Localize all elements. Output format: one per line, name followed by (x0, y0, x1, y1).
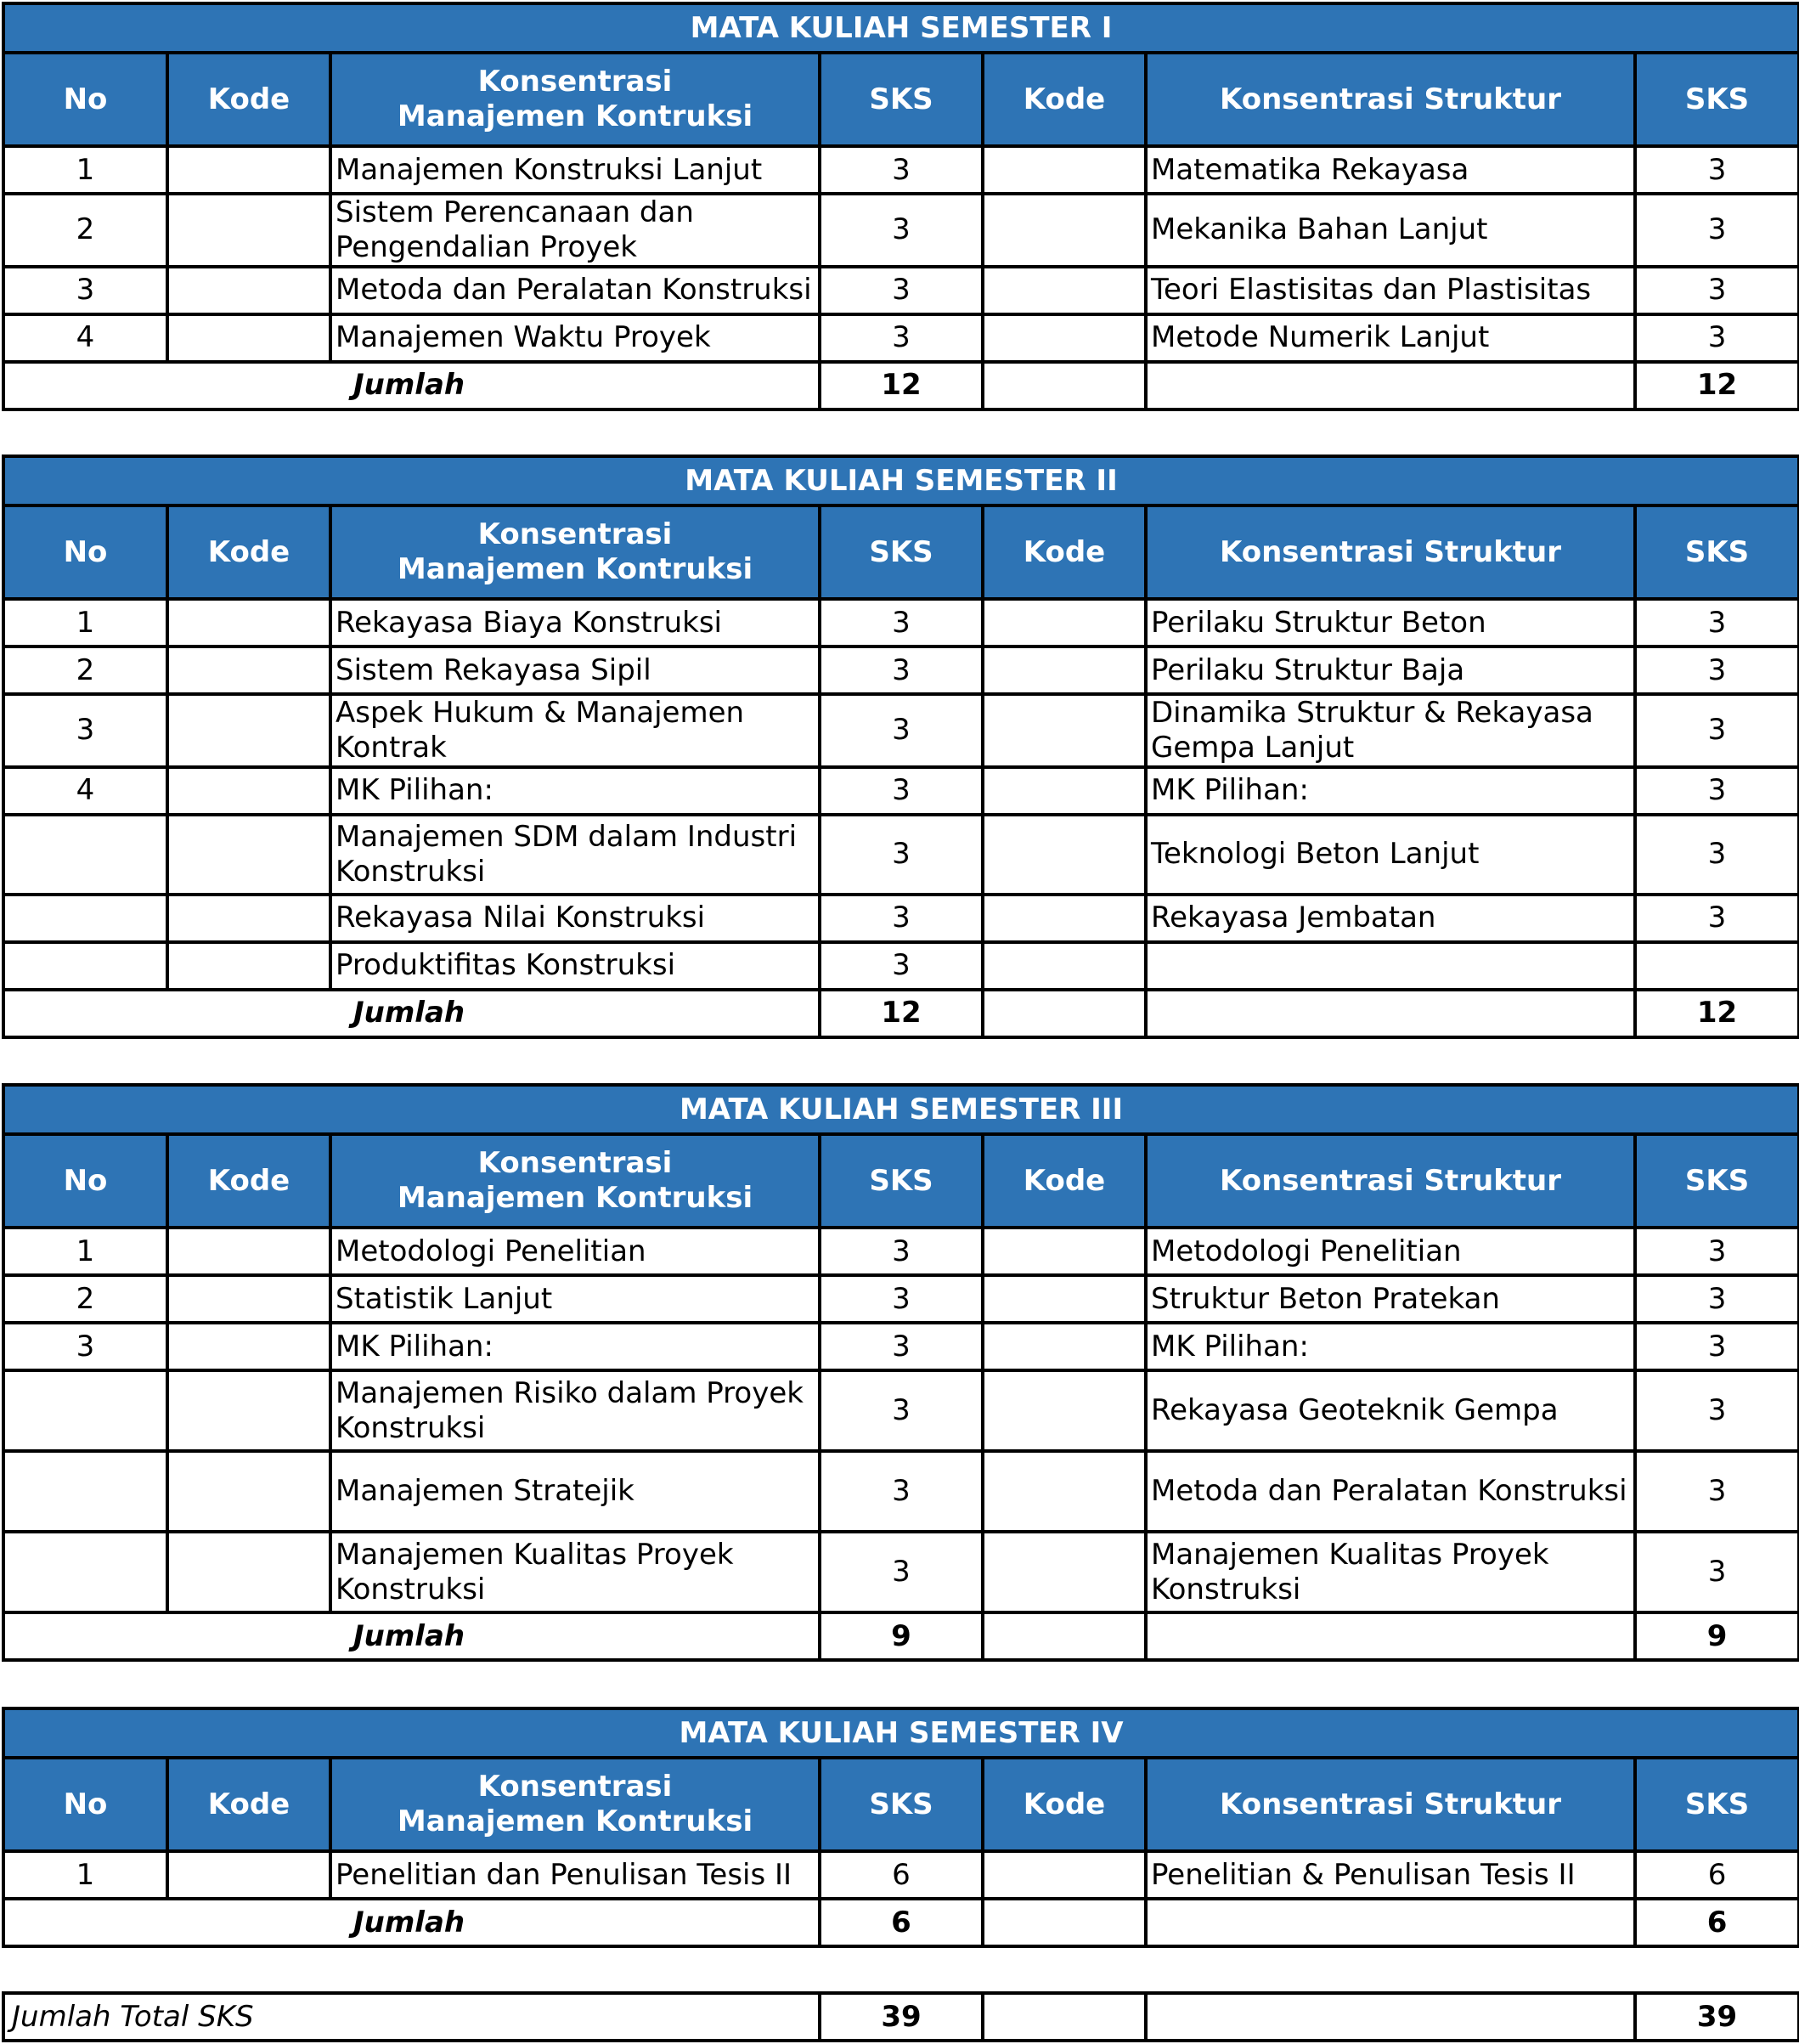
jumlah-label: Jumlah (3, 1899, 820, 1946)
row-st-sks: 3 (1635, 194, 1799, 267)
row-kode (167, 599, 330, 647)
col-kode-header: Kode (167, 1134, 330, 1228)
col-sks-header: SKS (1635, 53, 1799, 146)
row-mk-sks: 3 (820, 267, 983, 314)
row-st-sks: 3 (1635, 314, 1799, 362)
row-kode (983, 1323, 1146, 1370)
row-kode (983, 599, 1146, 647)
jumlah-row (3, 362, 1799, 409)
row-mk-sks: 3 (820, 895, 983, 942)
row-mk-course: MK Pilihan: (330, 767, 820, 815)
empty-cell (983, 990, 1146, 1037)
row-mk-sks: 3 (820, 767, 983, 815)
row-st-sks: 3 (1635, 1275, 1799, 1323)
row-no (3, 895, 167, 942)
row-no: 1 (3, 599, 167, 647)
jumlah-row (3, 1899, 1799, 1946)
row-st-course: Dinamika Struktur & Rekayasa Gempa Lanjut (1146, 694, 1635, 767)
jumlah-st-sks: 9 (1635, 1612, 1799, 1660)
row-kode (983, 694, 1146, 767)
empty-cell (983, 362, 1146, 409)
row-no (3, 942, 167, 990)
row-st-course: MK Pilihan: (1146, 1323, 1635, 1370)
row-kode (983, 647, 1146, 694)
row-no: 3 (3, 694, 167, 767)
table-row (3, 599, 1799, 647)
empty-cell (1146, 1612, 1635, 1660)
table-row (3, 694, 1799, 767)
row-mk-course: Metodologi Penelitian (330, 1228, 820, 1275)
empty-cell (1146, 362, 1635, 409)
col-kode-header: Kode (167, 1758, 330, 1851)
row-no: 2 (3, 647, 167, 694)
row-kode (983, 1370, 1146, 1451)
row-kode (167, 267, 330, 314)
col-no-header: No (3, 1758, 167, 1851)
row-no: 3 (3, 1323, 167, 1370)
row-mk-course: Aspek Hukum & Manajemen Kontrak (330, 694, 820, 767)
col-manajemen-header: Konsentrasi Manajemen Kontruksi (330, 1758, 820, 1851)
row-st-sks: 3 (1635, 815, 1799, 895)
semester-title: MATA KULIAH SEMESTER II (3, 456, 1799, 505)
row-kode (167, 694, 330, 767)
grand-total-mk: 39 (820, 1993, 983, 2041)
col-struktur-header: Konsentrasi Struktur (1146, 53, 1635, 146)
col-manajemen-header: Konsentrasi Manajemen Kontruksi (330, 1134, 820, 1228)
grand-total-row (3, 1993, 1799, 2041)
row-kode (983, 1451, 1146, 1532)
row-kode (167, 194, 330, 267)
row-no: 2 (3, 1275, 167, 1323)
jumlah-row (3, 1612, 1799, 1660)
row-kode (983, 314, 1146, 362)
row-st-course: Perilaku Struktur Baja (1146, 647, 1635, 694)
row-kode (167, 1228, 330, 1275)
row-mk-sks: 3 (820, 194, 983, 267)
col-kode-header: Kode (983, 1134, 1146, 1228)
table-row (3, 1532, 1799, 1612)
row-kode (167, 647, 330, 694)
table-row (3, 815, 1799, 895)
row-kode (983, 146, 1146, 194)
table-row (3, 1228, 1799, 1275)
row-kode (983, 194, 1146, 267)
empty-cell (983, 1899, 1146, 1946)
row-mk-course: Penelitian dan Penulisan Tesis II (330, 1851, 820, 1899)
row-st-course: Teori Elastisitas dan Plastisitas (1146, 267, 1635, 314)
row-kode (167, 767, 330, 815)
row-mk-sks: 3 (820, 815, 983, 895)
row-kode (983, 942, 1146, 990)
row-mk-course: Sistem Rekayasa Sipil (330, 647, 820, 694)
row-kode (167, 146, 330, 194)
jumlah-st-sks: 6 (1635, 1899, 1799, 1946)
row-kode (167, 1370, 330, 1451)
row-st-sks: 3 (1635, 895, 1799, 942)
row-st-course: Teknologi Beton Lanjut (1146, 815, 1635, 895)
table-row (3, 314, 1799, 362)
row-st-course: Matematika Rekayasa (1146, 146, 1635, 194)
empty-cell (1146, 1993, 1635, 2041)
col-struktur-header: Konsentrasi Struktur (1146, 1758, 1635, 1851)
empty-cell (983, 1612, 1146, 1660)
col-no-header: No (3, 53, 167, 146)
grand-total-st: 39 (1635, 1993, 1799, 2041)
row-st-sks: 3 (1635, 767, 1799, 815)
row-mk-sks: 3 (820, 1275, 983, 1323)
row-st-sks: 3 (1635, 1451, 1799, 1532)
empty-cell (1146, 1899, 1635, 1946)
row-mk-sks: 6 (820, 1851, 983, 1899)
row-mk-sks: 3 (820, 1370, 983, 1451)
row-st-sks: 3 (1635, 694, 1799, 767)
row-st-sks: 3 (1635, 1370, 1799, 1451)
col-kode-header: Kode (983, 53, 1146, 146)
row-st-sks: 3 (1635, 146, 1799, 194)
semester-4-table (2, 1707, 1799, 1948)
semester-3-table (2, 1083, 1799, 1662)
row-mk-sks: 3 (820, 599, 983, 647)
row-no (3, 1532, 167, 1612)
table-row (3, 647, 1799, 694)
row-kode (983, 267, 1146, 314)
row-mk-sks: 3 (820, 146, 983, 194)
grand-total-table (2, 1991, 1799, 2042)
row-kode (167, 1532, 330, 1612)
semester-2-table (2, 455, 1799, 1039)
table-row (3, 267, 1799, 314)
row-kode (983, 1275, 1146, 1323)
row-kode (167, 815, 330, 895)
row-st-sks (1635, 942, 1799, 990)
table-row (3, 767, 1799, 815)
row-no (3, 815, 167, 895)
col-kode-header: Kode (167, 53, 330, 146)
row-kode (167, 314, 330, 362)
row-mk-sks: 3 (820, 694, 983, 767)
row-st-course: Struktur Beton Pratekan (1146, 1275, 1635, 1323)
row-st-sks: 3 (1635, 1323, 1799, 1370)
row-mk-course: Rekayasa Nilai Konstruksi (330, 895, 820, 942)
row-mk-course: Manajemen Waktu Proyek (330, 314, 820, 362)
grand-total-label: Jumlah Total SKS (3, 1993, 820, 2041)
col-sks-header: SKS (1635, 1134, 1799, 1228)
row-st-course: Rekayasa Geoteknik Gempa (1146, 1370, 1635, 1451)
row-st-course: Metoda dan Peralatan Konstruksi (1146, 1451, 1635, 1532)
row-kode (983, 1532, 1146, 1612)
table-row (3, 1323, 1799, 1370)
row-mk-course: Sistem Perencanaan dan Pengendalian Proyek (330, 194, 820, 267)
row-st-sks: 3 (1635, 1228, 1799, 1275)
row-no: 1 (3, 1228, 167, 1275)
col-sks-header: SKS (820, 53, 983, 146)
row-st-course: Rekayasa Jembatan (1146, 895, 1635, 942)
col-struktur-header: Konsentrasi Struktur (1146, 505, 1635, 599)
col-sks-header: SKS (820, 1134, 983, 1228)
row-st-course: MK Pilihan: (1146, 767, 1635, 815)
row-mk-sks: 3 (820, 647, 983, 694)
col-sks-header: SKS (820, 1758, 983, 1851)
jumlah-row (3, 990, 1799, 1037)
table-row (3, 895, 1799, 942)
row-st-course: Penelitian & Penulisan Tesis II (1146, 1851, 1635, 1899)
semester-1-table (2, 2, 1799, 411)
semester-title: MATA KULIAH SEMESTER IV (3, 1708, 1799, 1758)
empty-cell (983, 1993, 1146, 2041)
col-sks-header: SKS (1635, 1758, 1799, 1851)
col-sks-header: SKS (820, 505, 983, 599)
row-mk-course: Rekayasa Biaya Konstruksi (330, 599, 820, 647)
row-mk-course: Manajemen Konstruksi Lanjut (330, 146, 820, 194)
row-mk-course: Manajemen Stratejik (330, 1451, 820, 1532)
row-mk-course: Metoda dan Peralatan Konstruksi (330, 267, 820, 314)
row-st-course: Mekanika Bahan Lanjut (1146, 194, 1635, 267)
table-row (3, 1370, 1799, 1451)
row-st-course: Manajemen Kualitas Proyek Konstruksi (1146, 1532, 1635, 1612)
row-mk-course: Produktifitas Konstruksi (330, 942, 820, 990)
table-row (3, 194, 1799, 267)
row-st-course: Metode Numerik Lanjut (1146, 314, 1635, 362)
row-kode (983, 815, 1146, 895)
table-row (3, 1451, 1799, 1532)
row-no: 2 (3, 194, 167, 267)
table-row (3, 1851, 1799, 1899)
row-st-sks: 3 (1635, 267, 1799, 314)
row-kode (983, 767, 1146, 815)
row-st-course: Perilaku Struktur Beton (1146, 599, 1635, 647)
row-kode (983, 1851, 1146, 1899)
row-st-sks: 3 (1635, 1532, 1799, 1612)
row-mk-course: Manajemen SDM dalam Industri Konstruksi (330, 815, 820, 895)
row-no: 4 (3, 314, 167, 362)
row-mk-course: Manajemen Risiko dalam Proyek Konstruksi (330, 1370, 820, 1451)
row-st-sks: 6 (1635, 1851, 1799, 1899)
row-st-sks: 3 (1635, 647, 1799, 694)
row-no (3, 1451, 167, 1532)
row-kode (167, 1451, 330, 1532)
col-no-header: No (3, 1134, 167, 1228)
row-mk-course: MK Pilihan: (330, 1323, 820, 1370)
jumlah-mk-sks: 9 (820, 1612, 983, 1660)
row-st-sks: 3 (1635, 599, 1799, 647)
semester-title: MATA KULIAH SEMESTER I (3, 3, 1799, 53)
row-mk-course: Statistik Lanjut (330, 1275, 820, 1323)
jumlah-mk-sks: 6 (820, 1899, 983, 1946)
row-kode (983, 895, 1146, 942)
jumlah-st-sks: 12 (1635, 362, 1799, 409)
col-struktur-header: Konsentrasi Struktur (1146, 1134, 1635, 1228)
table-row (3, 1275, 1799, 1323)
empty-cell (1146, 990, 1635, 1037)
row-mk-sks: 3 (820, 1323, 983, 1370)
col-kode-header: Kode (167, 505, 330, 599)
row-mk-sks: 3 (820, 942, 983, 990)
col-no-header: No (3, 505, 167, 599)
table-row (3, 146, 1799, 194)
row-kode (167, 942, 330, 990)
row-mk-sks: 3 (820, 1451, 983, 1532)
row-st-course (1146, 942, 1635, 990)
row-no: 1 (3, 146, 167, 194)
row-kode (167, 1851, 330, 1899)
row-mk-sks: 3 (820, 1228, 983, 1275)
jumlah-st-sks: 12 (1635, 990, 1799, 1037)
row-no: 1 (3, 1851, 167, 1899)
row-kode (167, 1323, 330, 1370)
row-no: 4 (3, 767, 167, 815)
row-no (3, 1370, 167, 1451)
row-kode (167, 895, 330, 942)
jumlah-label: Jumlah (3, 362, 820, 409)
jumlah-mk-sks: 12 (820, 362, 983, 409)
semester-title: MATA KULIAH SEMESTER III (3, 1085, 1799, 1134)
table-row (3, 942, 1799, 990)
col-kode-header: Kode (983, 505, 1146, 599)
row-kode (983, 1228, 1146, 1275)
row-mk-sks: 3 (820, 1532, 983, 1612)
col-manajemen-header: Konsentrasi Manajemen Kontruksi (330, 53, 820, 146)
col-kode-header: Kode (983, 1758, 1146, 1851)
jumlah-label: Jumlah (3, 990, 820, 1037)
row-mk-course: Manajemen Kualitas Proyek Konstruksi (330, 1532, 820, 1612)
row-kode (167, 1275, 330, 1323)
col-sks-header: SKS (1635, 505, 1799, 599)
row-mk-sks: 3 (820, 314, 983, 362)
jumlah-label: Jumlah (3, 1612, 820, 1660)
col-manajemen-header: Konsentrasi Manajemen Kontruksi (330, 505, 820, 599)
jumlah-mk-sks: 12 (820, 990, 983, 1037)
row-st-course: Metodologi Penelitian (1146, 1228, 1635, 1275)
row-no: 3 (3, 267, 167, 314)
